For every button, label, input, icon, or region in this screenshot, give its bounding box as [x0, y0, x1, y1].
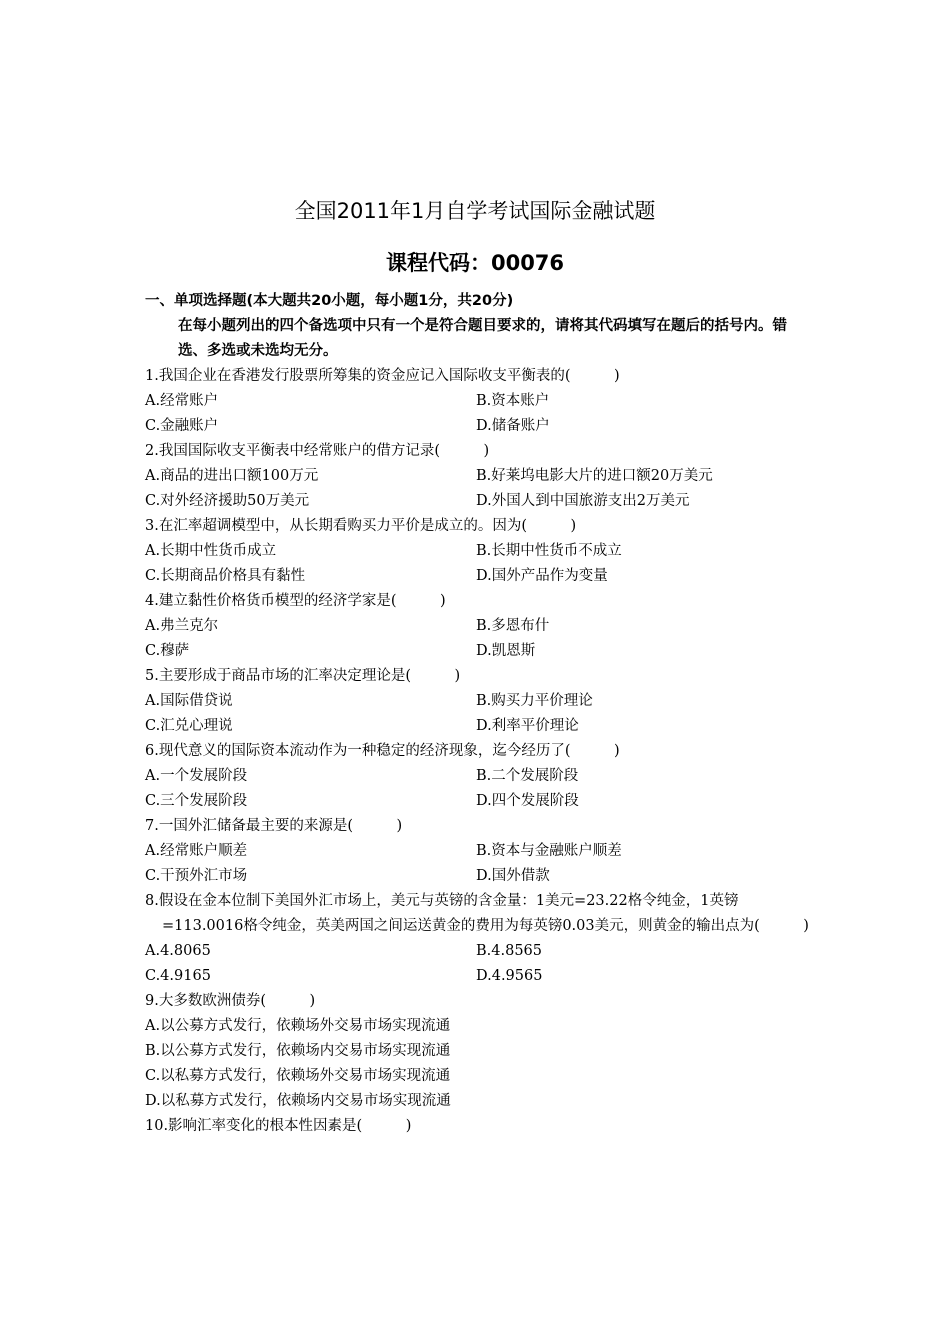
option-c: C.三个发展阶段 — [145, 793, 248, 809]
question-stem: 6.现代意义的国际资本流动作为一种稳定的经济现象，迄今经历了( ) — [145, 743, 620, 759]
question-7 — [145, 814, 810, 889]
option-a: A.一个发展阶段 — [145, 768, 248, 784]
question-stem: 2.我国国际收支平衡表中经常账户的借方记录( ) — [145, 443, 490, 459]
option-a: A.弗兰克尔 — [145, 618, 219, 634]
option-c: C.以私募方式发行，依赖场外交易市场实现流通 — [145, 1068, 451, 1084]
option-a: A.经常账户 — [145, 393, 219, 409]
option-c: C.汇兑心理说 — [145, 718, 233, 734]
option-a: A.国际借贷说 — [145, 693, 233, 709]
question-stem: 9.大多数欧洲债券( ) — [145, 993, 316, 1009]
exam-title: 全国2011年1月自学考试国际金融试题 — [294, 199, 656, 223]
option-b: B.以公募方式发行，依赖场内交易市场实现流通 — [145, 1043, 451, 1059]
question-3 — [145, 514, 810, 589]
option-a: A.4.8065 — [145, 943, 211, 959]
option-b: B.二个发展阶段 — [476, 768, 579, 784]
option-c: C.长期商品价格具有黏性 — [145, 568, 306, 584]
option-a: A.以公募方式发行，依赖场外交易市场实现流通 — [145, 1018, 451, 1034]
option-c: C.干预外汇市场 — [145, 868, 248, 884]
option-d: D.储备账户 — [476, 418, 550, 434]
option-b: B.资本账户 — [476, 393, 550, 409]
question-stem: 5.主要形成于商品市场的汇率决定理论是( ) — [145, 668, 461, 684]
option-a: A.经常账户顺差 — [145, 843, 248, 859]
question-stem: 8.假设在金本位制下美国外汇市场上，美元与英镑的含金量：1美元=23.22格令纯金，1英镑=113.0016格令纯金，英美两国之间运送黄金的费用为每英镑0.03美元，则黄金的输出点为( ) — [145, 893, 809, 934]
option-d: D.凯恩斯 — [476, 643, 536, 659]
option-a: A.长期中性货币成立 — [145, 543, 277, 559]
question-1 — [145, 364, 810, 439]
question-5 — [145, 664, 810, 739]
question-10 — [145, 1114, 810, 1139]
question-8 — [145, 889, 810, 989]
option-a: A.商品的进出口额100万元 — [145, 468, 319, 484]
question-2 — [145, 439, 810, 514]
question-stem: 7.一国外汇储备最主要的来源是( ) — [145, 818, 403, 834]
option-d: D.以私募方式发行，依赖场内交易市场实现流通 — [145, 1093, 451, 1109]
question-stem: 4.建立黏性价格货币模型的经济学家是( ) — [145, 593, 446, 609]
option-b: B.好莱坞电影大片的进口额20万美元 — [476, 468, 713, 484]
option-b: B.资本与金融账户顺差 — [476, 843, 622, 859]
question-9 — [145, 989, 810, 1114]
question-4 — [145, 589, 810, 664]
question-6 — [145, 739, 810, 814]
question-section — [145, 289, 810, 1139]
option-c: C.穆萨 — [145, 643, 190, 659]
option-b: B.长期中性货币不成立 — [476, 543, 622, 559]
option-d: D.外国人到中国旅游支出2万美元 — [476, 493, 690, 509]
option-c: C.对外经济援助50万美元 — [145, 493, 310, 509]
option-d: D.四个发展阶段 — [476, 793, 579, 809]
option-c: C.4.9165 — [145, 968, 211, 984]
option-d: D.国外产品作为变量 — [476, 568, 608, 584]
option-b: B.多恩布什 — [476, 618, 550, 634]
option-b: B.4.8565 — [476, 943, 543, 959]
question-stem: 3.在汇率超调模型中，从长期看购买力平价是成立的。因为( ) — [145, 518, 577, 534]
section-heading: 一、单项选择题(本大题共20小题，每小题1分，共20分) — [145, 293, 514, 309]
option-d: D.利率平价理论 — [476, 718, 579, 734]
option-d: D.国外借款 — [476, 868, 550, 884]
option-d: D.4.9565 — [476, 968, 543, 984]
question-stem: 1.我国企业在香港发行股票所筹集的资金应记入国际收支平衡表的( ) — [145, 368, 620, 384]
option-b: B.购买力平价理论 — [476, 693, 593, 709]
course-code: 课程代码：00076 — [385, 251, 565, 275]
section-instructions: 在每小题列出的四个备选项中只有一个是符合题目要求的，请将其代码填写在题后的括号内。错选、多选或未选均无分。 — [178, 318, 787, 359]
question-stem: 10.影响汇率变化的根本性因素是( ) — [145, 1118, 412, 1134]
option-c: C.金融账户 — [145, 418, 219, 434]
